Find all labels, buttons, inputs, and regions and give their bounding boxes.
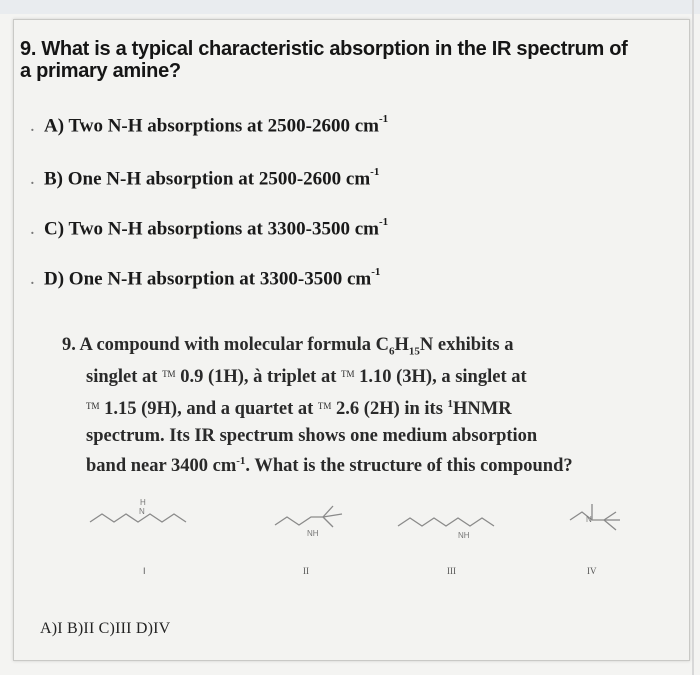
structure-iv-n-label: N [586, 515, 592, 524]
q2-line-1: 9. A compound with molecular formula $C_6H_{15}N$ exhibits a [62, 335, 514, 358]
option-d-text: D) One N-H absorption at 3300-3500 cm [44, 268, 372, 290]
q2-line-4: spectrum. Its IR spectrum shows one medium absorption [86, 425, 538, 446]
structure-diagrams [80, 492, 660, 582]
superscript: -1 [371, 266, 381, 278]
top-bar [0, 0, 700, 14]
option-bullet: . [30, 268, 35, 290]
structure-i-n-label: N [139, 507, 145, 516]
title-line-2: a primary amine? [20, 60, 181, 82]
right-edge [692, 0, 694, 675]
structure-label-ii: II [303, 566, 309, 576]
option-bullet: . [30, 115, 35, 137]
structure-label-iii: III [447, 566, 456, 576]
option-c[interactable] [30, 218, 388, 240]
structure-i[interactable] [90, 514, 186, 522]
option-bullet: . [30, 218, 35, 240]
option-d[interactable] [30, 268, 380, 290]
structure-ii-nh-label: NH [307, 529, 319, 538]
superscript: -1 [378, 216, 389, 228]
title-line-1: 9. What is a typical characteristic absorption in the IR spectrum of [20, 38, 628, 60]
superscript: -1 [370, 166, 380, 178]
structure-ii[interactable] [275, 506, 342, 527]
q2-line-5: band near 3400 $cm^{-1}$. What is the structure of this compound? [86, 454, 573, 476]
structure-label-i: I [143, 566, 146, 576]
option-c-text: C) Two N-H absorptions at 3300-3500 cm [44, 218, 379, 240]
structure-label-iv: IV [587, 566, 597, 576]
q2-line-2: singlet at ™ 0.9 (1H), à triplet at ™ 1.10 (3H), a singlet at [86, 366, 527, 387]
option-b[interactable] [30, 168, 379, 190]
question-1-title [20, 38, 670, 82]
option-a-text: A) Two N-H absorptions at 2500-2600 cm [44, 115, 379, 137]
structure-iii-nh-label: NH [458, 531, 470, 540]
option-b-text: B) One N-H absorption at 2500-2600 cm [44, 168, 371, 190]
option-a[interactable] [30, 115, 388, 137]
question-2-text [62, 333, 662, 479]
q2-line-3: ™ 1.15 (9H), and a quartet at ™ 2.6 (2H) in its $^1$HNMR [86, 397, 512, 419]
structure-i-h-label: H [140, 498, 146, 507]
superscript: -1 [378, 113, 389, 125]
structure-iii[interactable] [398, 518, 494, 526]
structure-iv[interactable] [570, 504, 620, 530]
option-bullet: . [30, 168, 35, 190]
answer-choices[interactable]: A)I B)II C)III D)IV [40, 620, 171, 637]
